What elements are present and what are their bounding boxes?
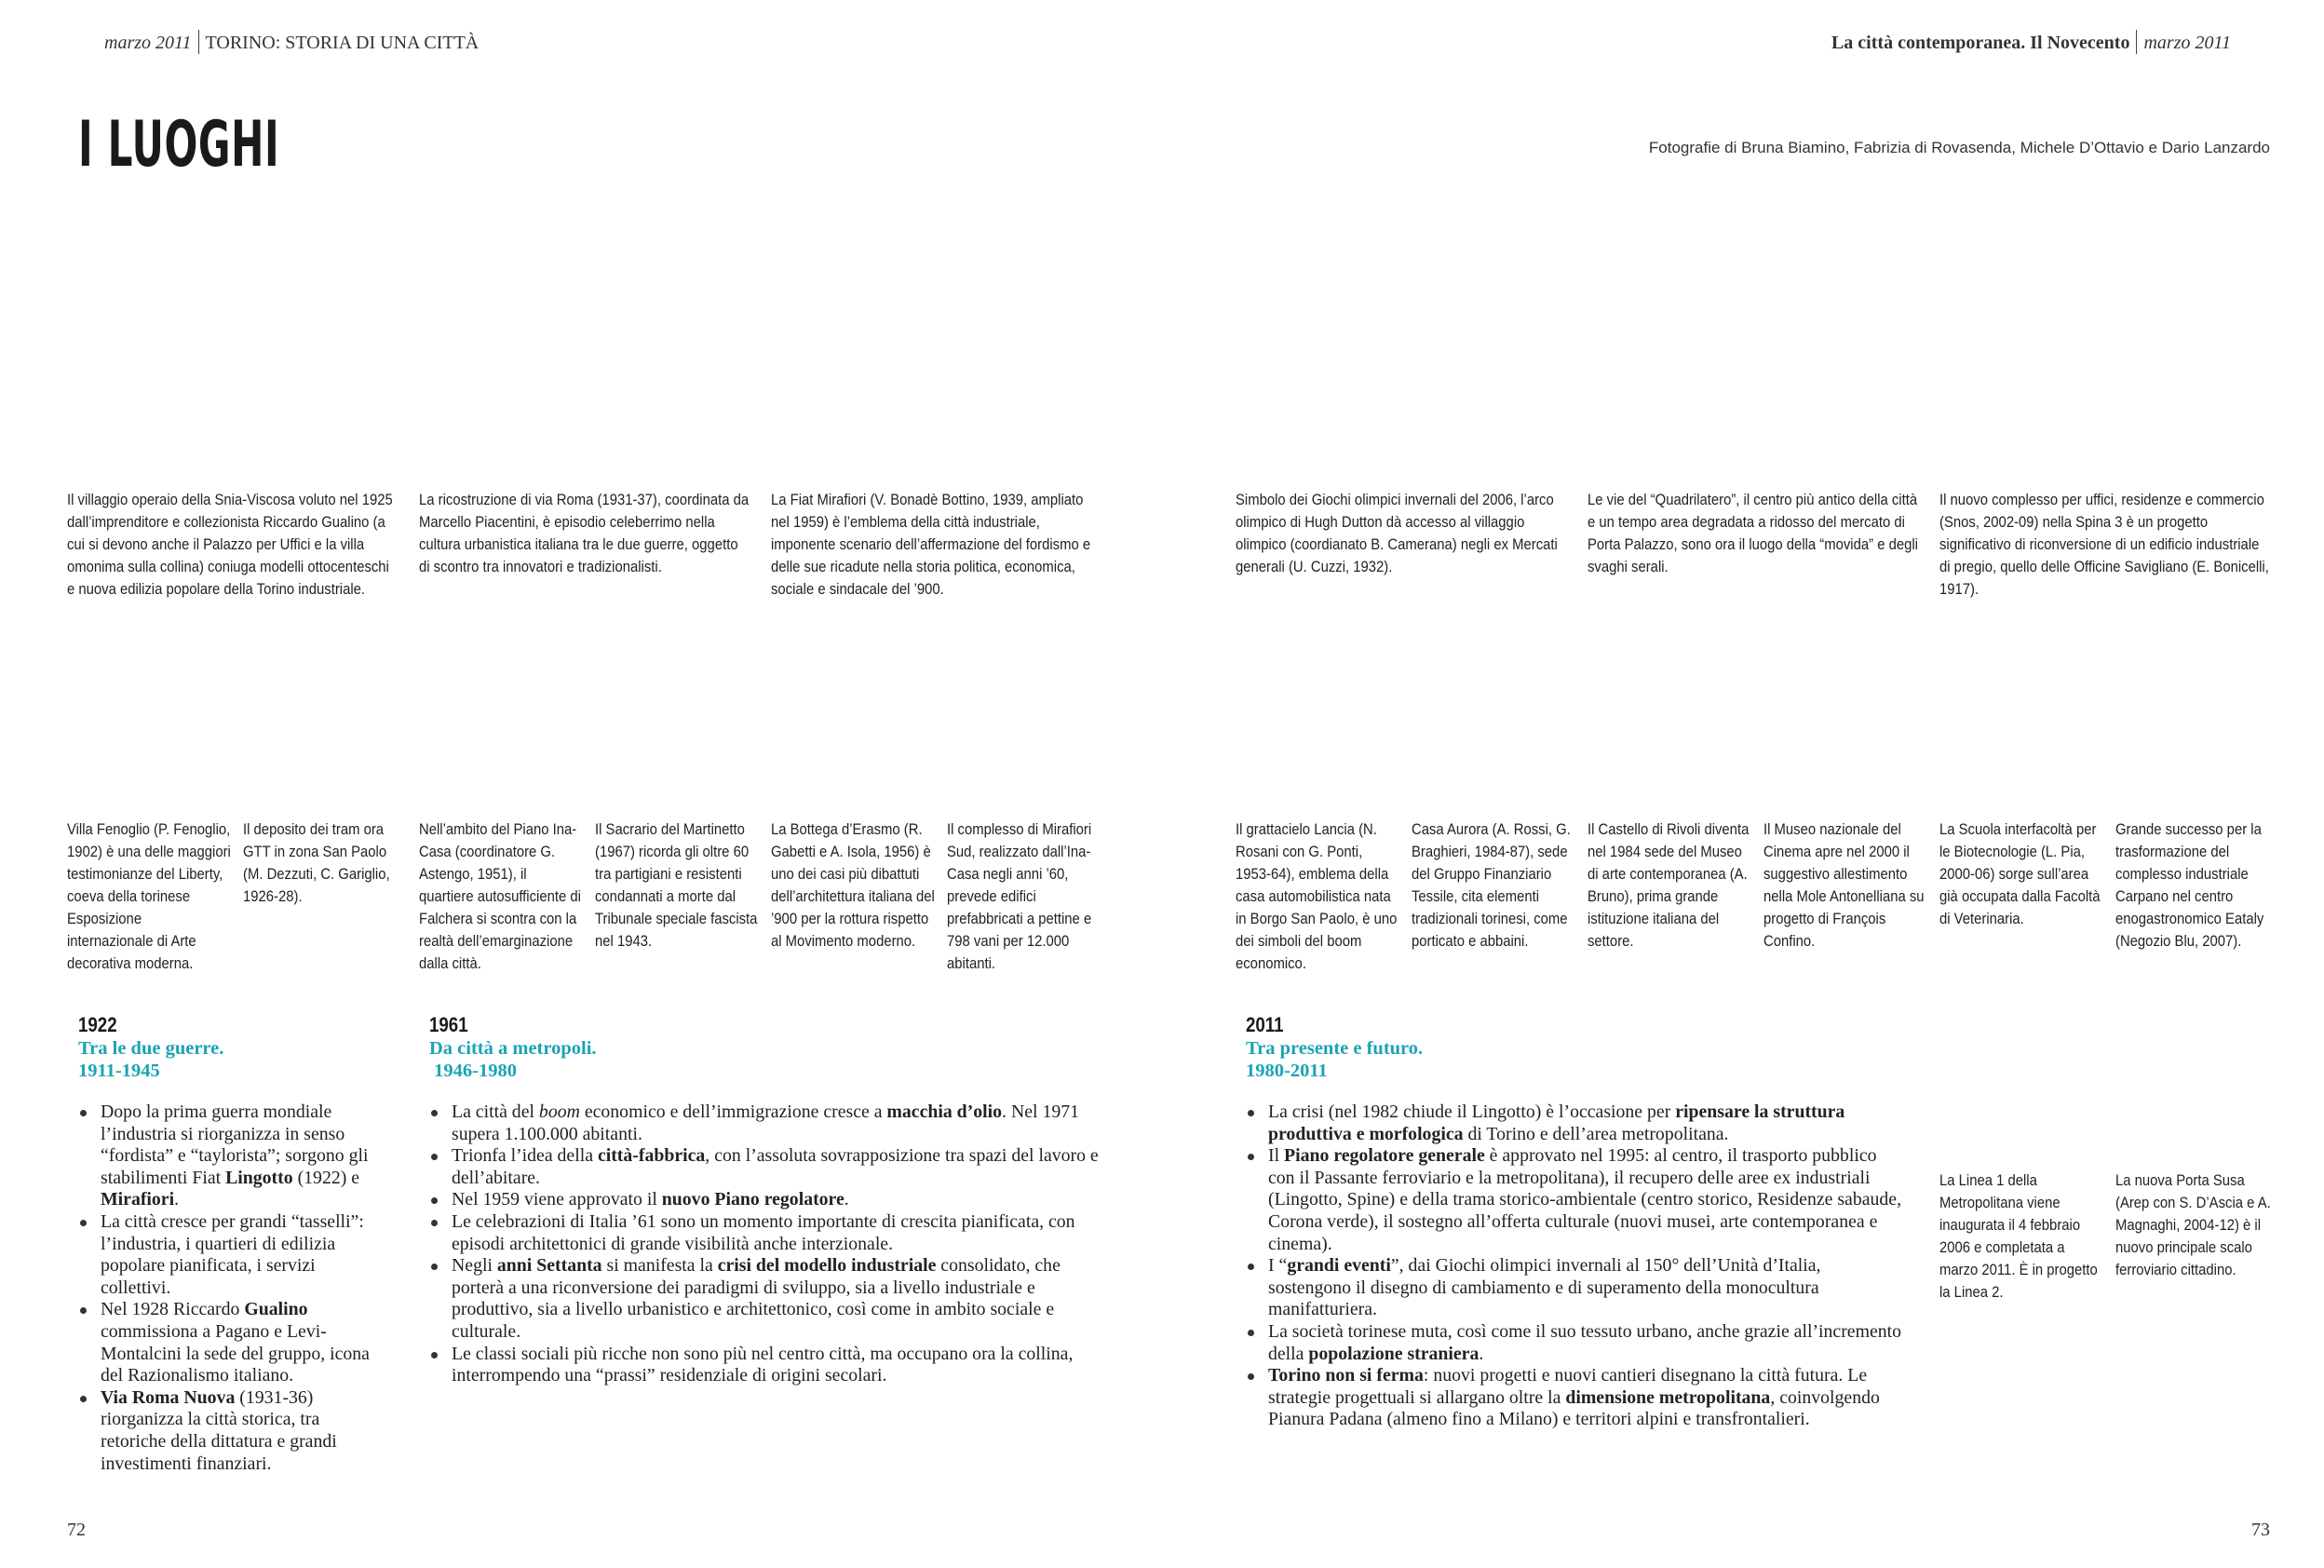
text-run: La società torinese muta, così come il suo tessuto urbano, anche grazie all’incremento della	[1268, 1320, 1902, 1364]
bullet-item	[1246, 1102, 1905, 1145]
header-right-title: La città contemporanea. Il Novecento	[1831, 33, 2130, 53]
bold-run: nuovo Piano regolatore	[661, 1189, 844, 1210]
header-divider	[2136, 30, 2137, 54]
text-run: La città cresce per grandi “tasselli”: l’industria, i quartieri di edilizia popolare pianificata, i servizi collettivi.	[101, 1210, 364, 1298]
bullet-item	[78, 1299, 384, 1386]
bold-run: Mirafiori	[101, 1189, 175, 1210]
text-run: Le celebrazioni di Italia ’61 sono un momento importante di crescita pianificata, con episodi architettonici di grande visibilità anche interzionale.	[452, 1210, 1075, 1254]
text-run: .	[844, 1189, 849, 1210]
bold-run: città-fabbrica	[597, 1145, 706, 1167]
caption-arco-olimpico: Simbolo dei Giochi olimpici invernali del 2006, l’arco olimpico di Hugh Dutton dà accesso al villaggio olimpico (coordianato B. Camerana) negli ex Mercati generali (U. Cuzzi, 1932).	[1236, 492, 1558, 575]
caption-castello-rivoli: Il Castello di Rivoli diventa nel 1984 sede del Museo di arte contemporanea (A. Bruno), prima grande istituzione italiana del settore.	[1588, 821, 1750, 950]
bullet-item	[429, 1255, 1100, 1343]
header-right-date: marzo 2011	[2143, 33, 2231, 53]
page-number-left: 72	[67, 1520, 86, 1540]
caption-biotecnologie: La Scuola interfacoltà per le Biotecnologie (L. Pia, 2000-06) sorge sull’area già occupata dalla Facoltà di Veterinaria.	[1939, 821, 2101, 927]
bold-run: ripensare la struttura produttiva e morfologica	[1268, 1102, 1845, 1144]
caption-eataly: Grande successo per la trasformazione del complesso industriale Carpano nel centro enogastronomico Eataly (Negozio Blu, 2007).	[2115, 821, 2264, 950]
bold-run: popolazione straniera	[1308, 1343, 1480, 1364]
text-run: Trionfa l’idea della	[452, 1145, 598, 1167]
bold-run: Via Roma Nuova	[101, 1386, 236, 1408]
era-1922-bullets	[78, 1102, 384, 1475]
text-run: è approvato nel 1995: al centro, il trasporto pubblico con il Passante ferroviario e la metropolitana), il recupero delle aree ex industriali (Lingotto, Spine) e della trama storico-ambientale (centro storico, Residenze sabaude, Corona verde), il sostegno all’offerta culturale (nuovi musei, arte contemporanea e cinema).	[1268, 1145, 1902, 1254]
bold-run: crisi del modello industriale	[717, 1255, 937, 1277]
caption-snia-viscosa: Il villaggio operaio della Snia-Viscosa voluto nel 1925 dall’imprenditore e collezionista Riccardo Gualino (a cui si devono anche il Palazzo per Uffici e la villa omonima sulla collina) coniuga modelli ottocenteschi e nuova edilizia popolare della Torino industriale.	[67, 492, 393, 598]
caption-falchera: Nell’ambito del Piano Ina-Casa (coordinatore G. Astengo, 1951), il quartiere autosufficiente di Falchera si scontra con la realtà dell’emarginazione dalla città.	[419, 821, 581, 972]
caption-via-roma: La ricostruzione di via Roma (1931-37), coordinata da Marcello Piacentini, è episodio celeberrimo nella cultura urbanistica italiana tra le due guerre, oggetto di scontro tra innovatori e tradizionalisti.	[419, 492, 750, 575]
page-title: I LUOGHI	[78, 108, 280, 182]
bullet-item	[429, 1344, 1100, 1387]
text-run: economico e dell’immigrazione cresce a	[579, 1102, 887, 1122]
bullet-item	[1246, 1145, 1905, 1255]
bullet-item	[429, 1145, 1100, 1189]
caption-bottega-erasmo: La Bottega d’Erasmo (R. Gabetti e A. Isola, 1956) è uno dei casi più dibattuti dell’architettura italiana del ’900 per la rottura rispetto al Movimento moderno.	[771, 821, 935, 950]
text-run: La crisi (nel 1982 chiude il Lingotto) è l’occasione per	[1268, 1102, 1676, 1122]
caption-quadrilatero: Le vie del “Quadrilatero”, il centro più antico della città e un tempo area degradata a ridosso del mercato di Porta Palazzo, sono ora il luogo della “movida” e degli svaghi serali.	[1588, 492, 1918, 575]
era-1961-bullets	[429, 1102, 1100, 1387]
italic-run: boom	[538, 1102, 580, 1122]
text-run: Le classi sociali più ricche non sono più nel centro città, ma occupano ora la collina, interrompendo una “prassi” residenziale di origini secolari.	[452, 1343, 1074, 1386]
text-run: commissiona a Pagano e Levi-Montalcini la sede del gruppo, icona del Razionalismo italiano.	[101, 1320, 370, 1386]
caption-museo-cinema: Il Museo nazionale del Cinema apre nel 2000 il suggestivo allestimento nella Mole Antonelliana su progetto di François Confino.	[1763, 821, 1925, 950]
text-run: Dopo la prima guerra mondiale l’industria si riorganizza in senso “fordista” e “taylorista”; sorgono gli stabilimenti Fiat	[101, 1102, 369, 1188]
text-run: si manifesta la	[601, 1255, 718, 1277]
header-left-date: marzo 2011	[104, 33, 192, 53]
caption-porta-susa: La nuova Porta Susa (Arep con S. D’Ascia e A. Magnaghi, 2004-12) è il nuovo principale scalo ferroviario cittadino.	[2115, 1172, 2271, 1278]
bullet-item	[429, 1211, 1100, 1255]
caption-villa-fenoglio: Villa Fenoglio (P. Fenoglio, 1902) è una delle maggiori testimonianze del Liberty, coeva della torinese Esposizione internazionale di Arte decorativa moderna.	[67, 821, 231, 972]
bold-run: Piano regolatore generale	[1284, 1145, 1485, 1167]
bullet-item	[1246, 1365, 1905, 1431]
caption-martinetto: Il Sacrario del Martinetto (1967) ricorda gli oltre 60 tra partigiani e resistenti condannati a morte dal Tribunale speciale fascista nel 1943.	[595, 821, 758, 950]
bullet-item	[78, 1102, 384, 1211]
bullet-item	[1246, 1321, 1905, 1365]
text-run: La città del	[452, 1102, 539, 1122]
text-run: di Torino e dell’area metropolitana.	[1463, 1123, 1729, 1144]
text-run: .	[1479, 1343, 1484, 1364]
caption-deposito-tram: Il deposito dei tram ora GTT in zona San Paolo (M. Dezzuti, C. Gariglio, 1926-28).	[243, 821, 390, 905]
header-divider	[198, 30, 199, 54]
era-year: 1922	[78, 1013, 117, 1036]
era-subtitle: Tra le due guerre. 1911-1945	[78, 1038, 224, 1081]
bold-run: grandi eventi	[1287, 1255, 1391, 1277]
era-subtitle: Da città a metropoli. 1946-1980	[429, 1038, 597, 1081]
caption-casa-aurora: Casa Aurora (A. Rossi, G. Braghieri, 1984-87), sede del Gruppo Finanziario Tessile, cita elementi tradizionali torinesi, come porticato e abbaini.	[1412, 821, 1571, 950]
photo-credits: Fotografie di Bruna Biamino, Fabrizia di Rovasenda, Michele D’Ottavio e Dario Lanzardo	[1648, 139, 2270, 156]
era-1922-heading	[78, 1013, 223, 1082]
bullet-item	[1246, 1255, 1905, 1321]
bold-run: Gualino	[244, 1299, 308, 1320]
text-run: : nuovi progetti e nuovi cantieri disegnano la città futura. Le strategie progettuali si allargano oltre la	[1268, 1365, 1868, 1408]
caption-fiat-mirafiori: La Fiat Mirafiori (V. Bonadè Bottino, 1939, ampliato nel 1959) è l’emblema della città industriale, imponente scenario dell’affermazione del fordismo e delle sue ricadute nella storia politica, economica, sociale e sindacale del ’900.	[771, 492, 1091, 598]
text-run: Nel 1959 viene approvato il	[452, 1189, 662, 1210]
page-number-right: 73	[2251, 1520, 2270, 1540]
bold-run: macchia d’olio	[886, 1102, 1003, 1122]
bold-run: Lingotto	[225, 1167, 293, 1188]
text-run: , con l’assoluta sovrapposizione tra spazi del lavoro e dell’abitare.	[452, 1145, 1099, 1188]
text-run: . Nel 1971 supera 1.100.000 abitanti.	[452, 1102, 1080, 1144]
era-subtitle: Tra presente e futuro. 1980-2011	[1246, 1038, 1424, 1081]
era-year: 1961	[429, 1013, 468, 1036]
running-header-left	[104, 30, 479, 54]
caption-spina-3: Il nuovo complesso per uffici, residenze e commercio (Snos, 2002-09) nella Spina 3 è un progetto significativo di riconversione di un edificio industriale di pregio, quello delle Officine Savigliano (E. Bonicelli, 1917).	[1939, 492, 2269, 598]
text-run: (1922) e	[292, 1167, 360, 1188]
text-run: Nel 1928 Riccardo	[101, 1299, 245, 1320]
era-1961-heading	[429, 1013, 597, 1082]
text-run: .	[174, 1189, 180, 1210]
text-run: Il	[1268, 1145, 1285, 1167]
text-run: Negli	[452, 1255, 497, 1277]
text-run: , coinvolgendo Pianura Padana (almeno fino a Milano) e territori alpini e transfrontalieri.	[1268, 1386, 1880, 1430]
bullet-item	[429, 1189, 1100, 1211]
bullet-item	[78, 1387, 384, 1475]
caption-metropolitana: La Linea 1 della Metropolitana viene inaugurata il 4 febbraio 2006 e completata a marzo 2011. È in progetto la Linea 2.	[1939, 1172, 2098, 1301]
text-run: I “	[1268, 1255, 1288, 1277]
bold-run: anni Settanta	[496, 1255, 602, 1277]
running-header-right	[1831, 30, 2231, 54]
caption-mirafiori-sud: Il complesso di Mirafiori Sud, realizzato dall’Ina-Casa negli anni ’60, prevede edifici prefabbricati a pettine e 798 vani per 12.000 abitanti.	[947, 821, 1092, 972]
bold-run: dimensione metropolitana	[1565, 1386, 1771, 1408]
text-run: ”, dai Giochi olimpici invernali al 150° dell’Unità d’Italia, sostengono il disegno di cambiamento e di superamento della monocultura manifatturiera.	[1268, 1255, 1821, 1320]
text-run: (1931-36) riorganizza la città storica, tra retoriche della dittatura e grandi investimenti finanziari.	[101, 1386, 337, 1474]
header-left-title: TORINO: STORIA DI UNA CITTÀ	[205, 33, 480, 53]
bullet-item	[429, 1102, 1100, 1145]
era-2011-bullets	[1246, 1102, 1905, 1431]
era-year: 2011	[1246, 1013, 1284, 1036]
text-run: consolidato, che porterà a una riconversione dei paradigmi di sviluppo, sia a livello industriale e produttivo, sia a livello urbanistico e architettonico, così come in ambito sociale e culturale.	[452, 1255, 1061, 1342]
caption-grattacielo-lancia: Il grattacielo Lancia (N. Rosani con G. Ponti, 1953-64), emblema della casa automobilistica nata in Borgo San Paolo, è uno dei simboli del boom economico.	[1236, 821, 1398, 972]
era-2011-heading	[1246, 1013, 1423, 1082]
bold-run: Torino non si ferma	[1268, 1365, 1424, 1386]
bullet-item	[78, 1211, 384, 1299]
